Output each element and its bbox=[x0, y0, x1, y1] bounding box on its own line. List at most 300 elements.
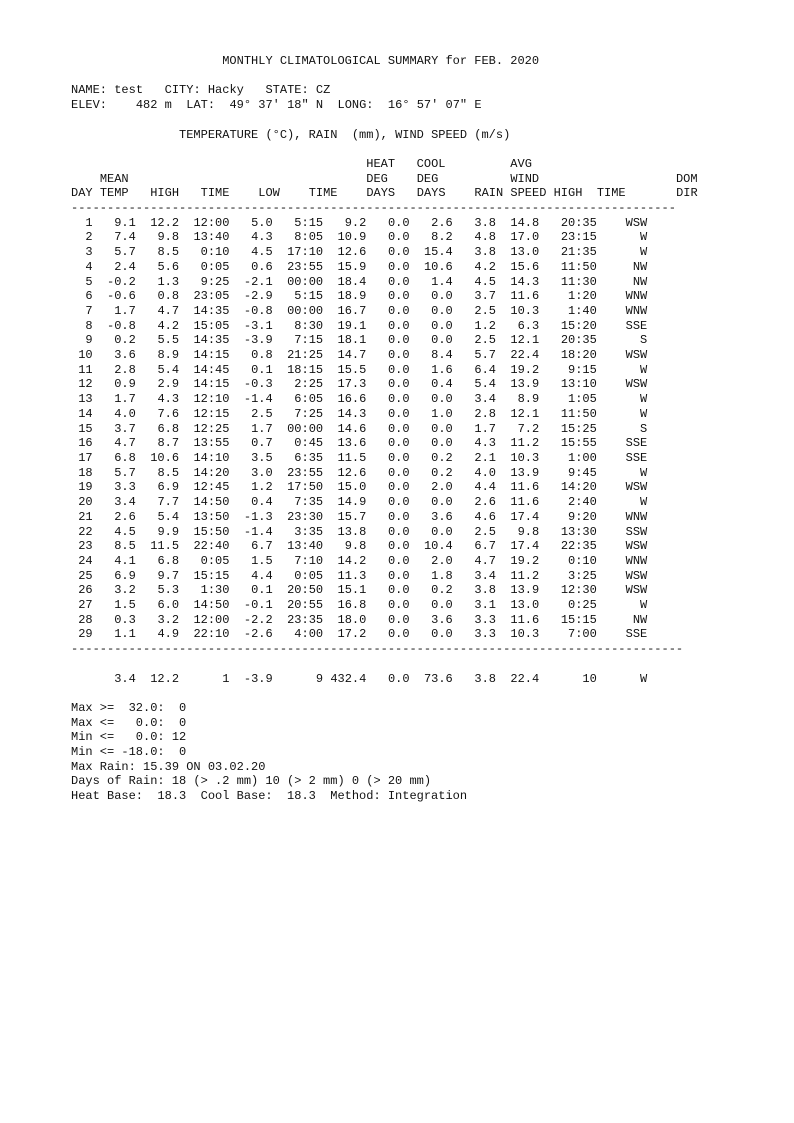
table-row-cell: 4.2 bbox=[157, 318, 180, 333]
table-row-cell: 12.6 bbox=[337, 245, 367, 260]
table-row-cell: 1:30 bbox=[200, 583, 230, 598]
totals-row-cell: 12.2 bbox=[150, 671, 180, 686]
table-row-cell: 0.4 bbox=[251, 495, 273, 510]
table-row-cell: 15.9 bbox=[337, 259, 367, 274]
table-row-cell: WNW bbox=[625, 289, 648, 304]
table-row-cell: 0.0 bbox=[387, 392, 410, 407]
table-row-cell: 0.1 bbox=[251, 583, 273, 598]
table-row-cell: 0.0 bbox=[387, 230, 410, 245]
table-row-cell: 27 bbox=[78, 598, 93, 613]
station-city: Hacky bbox=[207, 83, 244, 98]
table-row-cell: 8.5 bbox=[157, 465, 180, 480]
table-row-cell: 4:00 bbox=[294, 627, 324, 642]
table-row-cell: 17.3 bbox=[337, 377, 367, 392]
table-row-cell: 14:20 bbox=[193, 465, 230, 480]
table-row-cell: 7.4 bbox=[114, 230, 136, 245]
table-row-cell: 11.6 bbox=[510, 480, 540, 495]
table-row-cell: 4.2 bbox=[474, 259, 496, 274]
column-header: TEMP bbox=[99, 186, 129, 201]
table-row-cell: 9.2 bbox=[344, 215, 367, 230]
table-row-cell: 3.4 bbox=[474, 392, 496, 407]
table-row-cell: W bbox=[640, 392, 648, 407]
table-row-cell: 10.6 bbox=[150, 450, 180, 465]
table-row-cell: 12.1 bbox=[510, 333, 540, 348]
table-row-cell: 3.3 bbox=[114, 480, 136, 495]
table-row-cell: 9:15 bbox=[568, 362, 597, 377]
table-row-cell: 0.0 bbox=[431, 333, 453, 348]
table-row-cell: 25 bbox=[78, 568, 93, 583]
table-row-cell: 0:05 bbox=[200, 553, 230, 568]
table-row-cell: 8 bbox=[85, 318, 93, 333]
table-row-cell: 1.3 bbox=[157, 274, 180, 289]
table-row-cell: 6.8 bbox=[157, 421, 180, 436]
table-row-cell: 7 bbox=[85, 303, 93, 318]
totals-row-cell: 22.4 bbox=[510, 671, 540, 686]
column-header: DAYS bbox=[366, 186, 396, 201]
table-row-cell: 1.8 bbox=[431, 568, 453, 583]
table-row-cell: 29 bbox=[78, 627, 93, 642]
table-row-cell: 0.0 bbox=[431, 598, 453, 613]
table-row-cell: 0.0 bbox=[387, 598, 410, 613]
table-row-cell: 3.1 bbox=[474, 598, 496, 613]
table-row-cell: 3.7 bbox=[114, 421, 136, 436]
table-row-cell: 6.9 bbox=[157, 480, 180, 495]
table-row-cell: 23:55 bbox=[287, 465, 324, 480]
table-row-cell: 11.5 bbox=[337, 450, 367, 465]
table-row-cell: 3.2 bbox=[114, 583, 136, 598]
table-row-cell: 15:55 bbox=[560, 436, 597, 451]
totals-row-cell: 3.8 bbox=[474, 671, 496, 686]
table-row-cell: 0.0 bbox=[387, 480, 410, 495]
table-row-cell: -1.3 bbox=[243, 509, 273, 524]
table-row-cell: 20:35 bbox=[560, 215, 597, 230]
table-row-cell: 19.2 bbox=[510, 553, 540, 568]
table-row-cell: 11:30 bbox=[560, 274, 597, 289]
table-row-cell: 15.5 bbox=[337, 362, 367, 377]
table-row-cell: 5.6 bbox=[157, 259, 180, 274]
table-row-cell: 6:05 bbox=[294, 392, 324, 407]
table-row-cell: 14.7 bbox=[337, 348, 367, 363]
table-row-cell: 13:50 bbox=[193, 509, 230, 524]
table-row-cell: 2:40 bbox=[568, 495, 597, 510]
table-row-cell: 6.4 bbox=[474, 362, 496, 377]
table-row-cell: 2.6 bbox=[431, 215, 453, 230]
table-row-cell: 15.0 bbox=[337, 480, 367, 495]
table-row-cell: 9.1 bbox=[114, 215, 136, 230]
table-row-cell: 9.8 bbox=[344, 539, 367, 554]
column-header: RAIN bbox=[474, 186, 504, 201]
table-row-cell: 4.0 bbox=[474, 465, 496, 480]
table-row-cell: 20:35 bbox=[560, 333, 597, 348]
table-row-cell: 3.8 bbox=[474, 245, 496, 260]
table-row-cell: 3.3 bbox=[474, 627, 496, 642]
table-row-cell: 14:35 bbox=[193, 303, 230, 318]
table-row-cell: 10.3 bbox=[510, 450, 540, 465]
table-row-cell: 15.6 bbox=[510, 259, 540, 274]
station-lat: 49° 37' 18" N bbox=[229, 98, 324, 113]
table-row-cell: 11.6 bbox=[510, 612, 540, 627]
table-row-cell: 15:25 bbox=[560, 421, 597, 436]
table-row-cell: 5.4 bbox=[474, 377, 496, 392]
table-row-cell: 14 bbox=[78, 406, 93, 421]
table-row-cell: 0.9 bbox=[114, 377, 136, 392]
table-row-cell: 2.1 bbox=[474, 450, 496, 465]
table-row-cell: S bbox=[640, 421, 648, 436]
table-row-cell: 5.7 bbox=[114, 465, 136, 480]
table-row-cell: W bbox=[640, 245, 648, 260]
table-row-cell: 23:15 bbox=[560, 230, 597, 245]
table-row-cell: 3 bbox=[85, 245, 93, 260]
table-row-cell: 4 bbox=[85, 259, 93, 274]
table-row-cell: 0.0 bbox=[387, 348, 410, 363]
table-row-cell: -1.4 bbox=[243, 392, 273, 407]
table-row-cell: 6:35 bbox=[294, 450, 324, 465]
table-row-cell: 1.7 bbox=[114, 303, 136, 318]
table-row-cell: 7.6 bbox=[157, 406, 180, 421]
totals-row-cell: 73.6 bbox=[423, 671, 453, 686]
header-divider: ------------------------------------------------------------------------------------ bbox=[71, 201, 676, 216]
table-row-cell: 13.9 bbox=[510, 465, 540, 480]
table-row-cell: 0.0 bbox=[387, 274, 410, 289]
table-row-cell: 10.6 bbox=[423, 259, 453, 274]
table-row-cell: 1.7 bbox=[474, 421, 496, 436]
table-row-cell: 3.2 bbox=[157, 612, 180, 627]
table-row-cell: 0.0 bbox=[387, 333, 410, 348]
table-row-cell: -2.2 bbox=[243, 612, 273, 627]
table-row-cell: 3.6 bbox=[431, 509, 453, 524]
table-row-cell: 14.2 bbox=[337, 553, 367, 568]
totals-row-cell: 9 bbox=[315, 671, 324, 686]
table-row-cell: -0.2 bbox=[107, 274, 136, 289]
table-row-cell: 0.0 bbox=[431, 392, 453, 407]
column-header: LOW bbox=[258, 186, 280, 201]
table-row-cell: 15.1 bbox=[337, 583, 367, 598]
table-row-cell: 9:45 bbox=[568, 465, 597, 480]
climatological-summary-report bbox=[71, 54, 698, 804]
table-row-cell: 26 bbox=[78, 583, 93, 598]
table-row-cell: 4.5 bbox=[251, 245, 273, 260]
table-row-cell: 20:50 bbox=[287, 583, 324, 598]
table-row-cell: -3.9 bbox=[243, 333, 273, 348]
table-row-cell: 10 bbox=[78, 348, 93, 363]
table-row-cell: 00:00 bbox=[287, 421, 324, 436]
station-city-label: CITY: bbox=[164, 83, 208, 98]
table-row-cell: 23:35 bbox=[287, 612, 324, 627]
table-row-cell: 16.8 bbox=[337, 598, 367, 613]
table-row-cell: 17.0 bbox=[510, 230, 540, 245]
table-row-cell: 0.2 bbox=[431, 465, 453, 480]
table-row-cell: 1.5 bbox=[251, 553, 273, 568]
table-row-cell: WSW bbox=[625, 480, 648, 495]
table-row-cell: 14:50 bbox=[193, 495, 230, 510]
table-row-cell: 5.7 bbox=[474, 348, 496, 363]
table-row-cell: 0.0 bbox=[387, 406, 410, 421]
table-row-cell: 1 bbox=[85, 215, 93, 230]
column-header: HIGH bbox=[150, 186, 180, 201]
table-row-cell: 20 bbox=[78, 495, 93, 510]
table-row-cell: 12.2 bbox=[150, 215, 180, 230]
table-row-cell: 0.0 bbox=[387, 450, 410, 465]
table-row-cell: 4.0 bbox=[114, 406, 136, 421]
table-row-cell: W bbox=[640, 598, 648, 613]
table-row-cell: 18.0 bbox=[337, 612, 367, 627]
table-row-cell: 0.0 bbox=[387, 627, 410, 642]
table-row-cell: 2.4 bbox=[114, 259, 136, 274]
table-row-cell: -0.8 bbox=[243, 303, 273, 318]
table-row-cell: 8.9 bbox=[157, 348, 180, 363]
table-row-cell: 12.1 bbox=[510, 406, 540, 421]
table-row-cell: 22 bbox=[78, 524, 93, 539]
table-row-cell: NW bbox=[632, 259, 648, 274]
table-row-cell: 18 bbox=[78, 465, 93, 480]
table-row-cell: -2.6 bbox=[243, 627, 273, 642]
column-header: DEG bbox=[366, 171, 388, 186]
table-row-cell: 2.5 bbox=[474, 303, 496, 318]
table-row-cell: 0.0 bbox=[387, 303, 410, 318]
table-row-cell: WSW bbox=[625, 348, 648, 363]
table-row-cell: 4.4 bbox=[474, 480, 496, 495]
table-row-cell: 1.0 bbox=[431, 406, 453, 421]
table-row-cell: 15.4 bbox=[423, 245, 453, 260]
table-row-cell: 18.1 bbox=[337, 333, 367, 348]
table-row-cell: 3.8 bbox=[474, 583, 496, 598]
table-row-cell: 17:50 bbox=[287, 480, 324, 495]
column-header: DOM bbox=[675, 171, 698, 186]
table-row-cell: 11:50 bbox=[560, 406, 597, 421]
table-row-cell: 22:35 bbox=[560, 539, 597, 554]
table-row-cell: 2.6 bbox=[474, 495, 496, 510]
table-row-cell: WNW bbox=[625, 303, 648, 318]
table-row-cell: WSW bbox=[625, 568, 648, 583]
table-row-cell: 3.6 bbox=[114, 348, 136, 363]
table-row-cell: 23:30 bbox=[287, 509, 324, 524]
totals-row-cell: 0.0 bbox=[387, 671, 410, 686]
table-row-cell: 6.9 bbox=[114, 568, 136, 583]
table-row-cell: 6.7 bbox=[474, 539, 496, 554]
table-row-cell: 3.6 bbox=[431, 612, 453, 627]
table-row-cell: WSW bbox=[625, 215, 648, 230]
table-row-cell: 0.0 bbox=[387, 495, 410, 510]
table-row-cell: 8.2 bbox=[431, 230, 453, 245]
station-name: test bbox=[114, 83, 144, 98]
table-row-cell: 17:10 bbox=[287, 245, 324, 260]
totals-divider: ------------------------------------------------------------------------------------- bbox=[71, 642, 684, 657]
table-row-cell: -3.1 bbox=[243, 318, 273, 333]
table-row-cell: 18.9 bbox=[337, 289, 367, 304]
table-row-cell: 4.7 bbox=[114, 436, 136, 451]
table-row-cell: 4.5 bbox=[474, 274, 496, 289]
table-row-cell: 19 bbox=[78, 480, 93, 495]
table-row-cell: 15.7 bbox=[337, 509, 367, 524]
table-row-cell: 11:50 bbox=[560, 259, 597, 274]
table-row-cell: 5.7 bbox=[114, 245, 136, 260]
table-row-cell: 22:40 bbox=[193, 539, 230, 554]
table-row-cell: 9.8 bbox=[157, 230, 180, 245]
table-row-cell: 0.0 bbox=[431, 318, 453, 333]
table-row-cell: 1.7 bbox=[114, 392, 136, 407]
column-header: TIME bbox=[200, 186, 230, 201]
column-header: SPEED bbox=[510, 186, 547, 201]
table-row-cell: 2 bbox=[85, 230, 93, 245]
table-row-cell: 4.5 bbox=[114, 524, 136, 539]
table-row-cell: 3.4 bbox=[474, 568, 496, 583]
table-row-cell: SSE bbox=[625, 436, 648, 451]
table-row-cell: 12:00 bbox=[193, 215, 230, 230]
table-row-cell: W bbox=[640, 495, 648, 510]
table-row-cell: 0.4 bbox=[431, 377, 453, 392]
table-row-cell: 0.6 bbox=[251, 259, 273, 274]
table-row-cell: 3.7 bbox=[474, 289, 496, 304]
table-row-cell: 3:35 bbox=[294, 524, 324, 539]
table-row-cell: 14:15 bbox=[193, 377, 230, 392]
table-row-cell: 4.7 bbox=[474, 553, 496, 568]
table-row-cell: 0.0 bbox=[387, 612, 410, 627]
table-row-cell: 13.0 bbox=[510, 245, 540, 260]
station-state-label: STATE: bbox=[265, 83, 316, 98]
station-state: CZ bbox=[315, 83, 331, 98]
table-row-cell: 13:55 bbox=[193, 436, 230, 451]
table-row-cell: 0.0 bbox=[387, 465, 410, 480]
table-row-cell: 4.3 bbox=[157, 392, 180, 407]
table-row-cell: 0.1 bbox=[251, 362, 273, 377]
table-row-cell: 4.6 bbox=[474, 509, 496, 524]
table-row-cell: 0.0 bbox=[387, 318, 410, 333]
table-row-cell: 18.4 bbox=[337, 274, 367, 289]
table-row-cell: 13:40 bbox=[287, 539, 324, 554]
table-row-cell: 7:10 bbox=[294, 553, 324, 568]
table-row-cell: 18:15 bbox=[287, 362, 324, 377]
table-row-cell: 13:10 bbox=[560, 377, 597, 392]
table-row-cell: 1.6 bbox=[431, 362, 453, 377]
table-row-cell: 4.7 bbox=[157, 303, 180, 318]
table-row-cell: 21:25 bbox=[287, 348, 324, 363]
table-row-cell: 0.8 bbox=[251, 348, 273, 363]
table-row-cell: 1:05 bbox=[568, 392, 597, 407]
table-row-cell: 0.0 bbox=[431, 495, 453, 510]
table-row-cell: 0.7 bbox=[251, 436, 273, 451]
table-row-cell: 0.0 bbox=[387, 421, 410, 436]
table-row-cell: 0:25 bbox=[568, 598, 597, 613]
table-row-cell: 12:10 bbox=[193, 392, 230, 407]
table-row-cell: 0.0 bbox=[387, 539, 410, 554]
table-row-cell: 2.8 bbox=[474, 406, 496, 421]
table-row-cell: -2.1 bbox=[243, 274, 273, 289]
table-row-cell: 8.4 bbox=[431, 348, 453, 363]
column-header: DIR bbox=[676, 186, 698, 201]
table-row-cell: 00:00 bbox=[287, 274, 324, 289]
footer-line: Max <= 0.0: 0 bbox=[71, 715, 187, 730]
column-header: AVG bbox=[510, 156, 532, 171]
table-row-cell: 11 bbox=[78, 362, 93, 377]
table-row-cell: 0.0 bbox=[387, 568, 410, 583]
column-header: WIND bbox=[510, 171, 540, 186]
table-row-cell: 10.9 bbox=[337, 230, 367, 245]
table-row-cell: WSW bbox=[625, 377, 648, 392]
table-row-cell: W bbox=[640, 465, 648, 480]
column-header: DEG bbox=[416, 171, 439, 186]
table-row-cell: 9.7 bbox=[157, 568, 180, 583]
table-row-cell: 12:15 bbox=[193, 406, 230, 421]
table-row-cell: NW bbox=[632, 274, 648, 289]
table-row-cell: 1:40 bbox=[568, 303, 597, 318]
table-row-cell: 11.2 bbox=[510, 436, 540, 451]
table-row-cell: 18:20 bbox=[560, 348, 597, 363]
table-row-cell: 8:30 bbox=[294, 318, 324, 333]
table-row-cell: 17.4 bbox=[510, 509, 540, 524]
table-row-cell: 5.4 bbox=[157, 362, 180, 377]
table-row-cell: SSE bbox=[625, 450, 648, 465]
table-row-cell: 2.5 bbox=[474, 333, 496, 348]
table-row-cell: 2.5 bbox=[251, 406, 273, 421]
table-row-cell: 5:15 bbox=[294, 215, 324, 230]
table-row-cell: 14.9 bbox=[337, 495, 367, 510]
table-row-cell: 14.3 bbox=[337, 406, 367, 421]
table-row-cell: 10.3 bbox=[510, 627, 540, 642]
table-row-cell: 15:15 bbox=[560, 612, 597, 627]
table-row-cell: 14.3 bbox=[510, 274, 540, 289]
table-row-cell: 2.5 bbox=[474, 524, 496, 539]
table-row-cell: 6.3 bbox=[517, 318, 540, 333]
station-long-label: LONG: bbox=[337, 98, 388, 113]
table-row-cell: 0.0 bbox=[387, 215, 410, 230]
table-row-cell: 0.2 bbox=[114, 333, 136, 348]
table-row-cell: 0.0 bbox=[387, 583, 410, 598]
table-row-cell: 15:20 bbox=[560, 318, 597, 333]
table-row-cell: 7:25 bbox=[294, 406, 324, 421]
table-row-cell: 3.3 bbox=[474, 612, 496, 627]
table-row-cell: 3:25 bbox=[568, 568, 597, 583]
table-row-cell: 16.7 bbox=[337, 303, 367, 318]
table-row-cell: 8.5 bbox=[157, 245, 180, 260]
table-row-cell: 14:45 bbox=[193, 362, 230, 377]
table-row-cell: 0:10 bbox=[200, 245, 230, 260]
station-long: 16° 57' 07" E bbox=[387, 98, 482, 113]
table-row-cell: 28 bbox=[78, 612, 93, 627]
table-row-cell: 12 bbox=[78, 377, 93, 392]
table-row-cell: 19.2 bbox=[510, 362, 540, 377]
table-row-cell: 0:05 bbox=[294, 568, 324, 583]
station-name-label: NAME: bbox=[71, 83, 115, 98]
table-row-cell: 3.0 bbox=[251, 465, 273, 480]
table-row-cell: 0.0 bbox=[431, 289, 453, 304]
table-row-cell: 0.0 bbox=[387, 553, 410, 568]
table-row-cell: 0:45 bbox=[294, 436, 324, 451]
table-row-cell: 2.0 bbox=[431, 480, 453, 495]
table-row-cell: 15 bbox=[78, 421, 93, 436]
table-row-cell: 2:25 bbox=[294, 377, 324, 392]
table-row-cell: 11.2 bbox=[510, 568, 540, 583]
table-row-cell: 13:30 bbox=[560, 524, 597, 539]
table-row-cell: S bbox=[640, 333, 648, 348]
table-row-cell: 2.8 bbox=[114, 362, 136, 377]
table-row-cell: 15:05 bbox=[193, 318, 230, 333]
table-row-cell: 11.5 bbox=[150, 539, 180, 554]
totals-row-cell: W bbox=[640, 671, 648, 686]
table-row-cell: 13 bbox=[78, 392, 93, 407]
table-row-cell: -0.1 bbox=[243, 598, 273, 613]
table-row-cell: 0.8 bbox=[157, 289, 180, 304]
table-row-cell: 5.3 bbox=[157, 583, 180, 598]
footer-line: Days of Rain: 18 (> .2 mm) 10 (> 2 mm) 0 (> 20 mm) bbox=[71, 774, 432, 789]
table-row-cell: -0.6 bbox=[107, 289, 136, 304]
table-row-cell: 14:10 bbox=[193, 450, 230, 465]
table-row-cell: 5.5 bbox=[157, 333, 180, 348]
table-row-cell: 13:40 bbox=[193, 230, 230, 245]
table-row-cell: 12:45 bbox=[193, 480, 230, 495]
table-row-cell: -2.9 bbox=[243, 289, 273, 304]
table-row-cell: 14:50 bbox=[193, 598, 230, 613]
table-row-cell: 0.0 bbox=[387, 362, 410, 377]
